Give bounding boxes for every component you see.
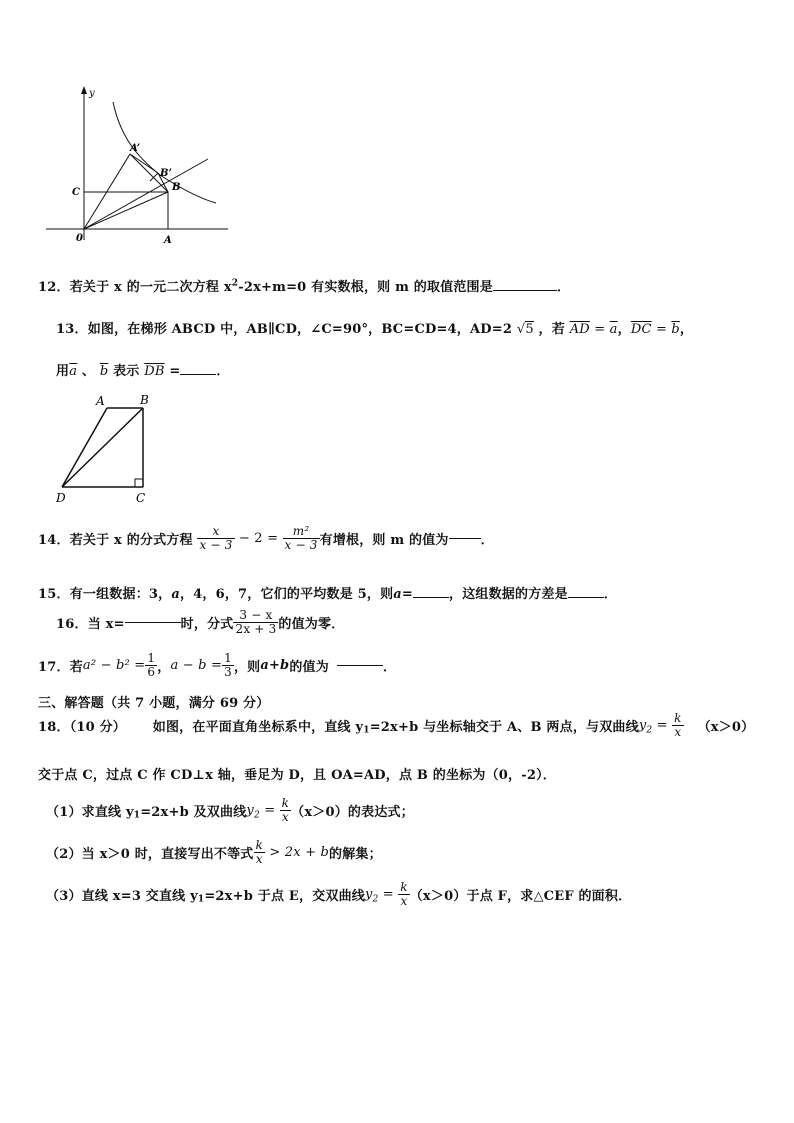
question-18-line2: 交于点 C，过点 C 作 CD⊥x 轴，垂足为 D，且 OA=AD，点 B 的坐标为（0，-2）． [38,768,556,783]
question-18-part2: （2）当 x＞0 时，直接写出不等式 $\frac{k}{x}$ > 2x + b的解集； [46,838,382,866]
answer-blank[interactable] [449,538,481,539]
label-a-prime: A’ [130,143,141,154]
answer-blank[interactable] [180,374,216,375]
vector-a: $\overline{a}$ [69,364,78,379]
fraction: $\frac{1}{3}$ [224,651,232,679]
answer-blank[interactable] [125,622,181,623]
right-angle-mark [135,479,143,487]
fraction: $\frac{k}{x}$ [281,796,290,824]
label-c: C [72,187,80,198]
question-13: 13．如图，在梯形 ABCD 中，AB∥CD，∠C=90°，BC=CD=4，AD=2 √5 ，若 $\overline{AD} = \overline{a}$，$\overline{DC} = \overline{b}$， [56,322,694,337]
label-c: C [136,491,146,505]
vector-a: $\overline{a}$ [609,322,618,337]
sqrt-symbol: √5 [516,322,534,337]
question-18-part3: （3）直线 x=3 交直线 $y_1=2x+b$ 于点 E，交双曲线$y_2$ = $\frac{k}{x}$ （x＞0）于点 F，求△CEF 的面积． [46,880,632,908]
fraction: $\frac{k}{x}$ [400,880,408,908]
segment-a-prime-b-prime [130,154,158,173]
label-o: 0 [76,233,83,244]
fraction: $\frac{x}{x - 3}$ [199,524,233,552]
fraction: $\frac{\text{m²}}{x - 3}$ [284,524,318,552]
answer-blank[interactable] [413,597,449,598]
question-15: 15．有一组数据：3，a，4，6，7，它们的平均数是 5，则a= ，这组数据的方差是 ． [38,587,618,602]
section-heading: 三、解答题（共 7 小题，满分 69 分） [38,696,270,711]
question-13-line2: 用$\overline{a}$ 、 $\overline{b}$ 表示 $\overline{DB}$ = ． [56,364,230,379]
question-16: 16．当 x= 时，分式 $\frac{3 - x}{2x + 3}$ 的值为零． [56,608,345,636]
label-b: B [172,182,181,193]
vector-b: $\overline{b}$ [671,322,680,337]
side-da [62,408,107,487]
question-17: 17．若a² − b² = $\frac{1}{6}$ ，a − b = $\frac{1}{3}$ ，则a+b的值为 ． [38,651,397,679]
y-axis-arrow [81,86,87,94]
vector-db: $\overline{DB}$ [144,364,165,379]
question-18: 18．（10 分） 如图，在平面直角坐标系中，直线 $y_1=2x+b$ 与坐标轴交于 A、B 两点，与双曲线$y_2$ = $\frac{k}{x}$ （x＞0） [38,711,755,739]
fraction: $\frac{3 - x}{2x + 3}$ [235,608,277,636]
vector-b: $\overline{b}$ [99,364,109,379]
answer-blank[interactable] [337,665,383,666]
figure-coordinate-diagram [40,80,240,250]
segment-o-b [84,192,168,229]
vector-dc: $\overline{DC}$ [630,322,652,337]
segment-short-bp [150,173,158,181]
figure-trapezoid [50,392,160,507]
label-a: A [96,394,105,408]
diagonal-db [62,408,143,487]
answer-blank[interactable] [568,597,604,598]
label-y: y [89,88,95,99]
question-18-part1: （1）求直线 $y_1=2x+b$ 及双曲线$y_2$ = $\frac{k}{x}$ （x＞0）的表达式； [46,796,414,824]
question-12: 12．若关于 x 的一元二次方程 $x^2-2x+m=0$ 有实数根，则 m 的取值范围是 ． [38,278,571,295]
fraction: $\frac{k}{x}$ [674,711,682,739]
label-b: B [140,393,149,407]
label-a: A [164,235,172,246]
fraction: $\frac{k}{x}$ [255,838,263,866]
label-b-prime: B’ [160,168,172,179]
answer-blank[interactable] [493,290,557,291]
vector-ad: $\overline{AD}$ [569,322,590,337]
question-14: 14．若关于 x 的分式方程 $\frac{x}{x - 3}$ − 2 = $\frac{\text{m²}}{x - 3}$ 有增根，则 m 的值为 ． [38,524,494,552]
label-d: D [56,491,66,505]
fraction: $\frac{1}{6}$ [147,651,156,679]
